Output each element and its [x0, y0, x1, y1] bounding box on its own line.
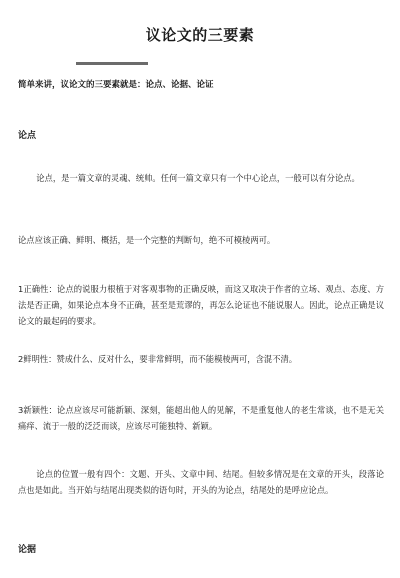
document-title: 议论文的三要素	[145, 26, 255, 44]
paragraph: 3新颖性：论点应该尽可能新颖、深刻，能超出他人的见解，不是重复他人的老生常谈，也不是无关痛痒、流于一般的泛泛而谈，应该尽可能独特、新颖。	[18, 405, 384, 431]
title-underline	[76, 62, 148, 65]
paragraph: 2鲜明性：赞成什么、反对什么，要非常鲜明，而不能模棱两可，含混不清。	[18, 354, 298, 364]
paragraph: 论点，是一篇文章的灵魂、统帅。任何一篇文章只有一个中心论点，一般可以有分论点。	[36, 173, 360, 183]
paragraph: 论点的位置一般有四个：文题、开头、文章中间、结尾。但较多情况是在文章的开头，段落论点也是如此。当开始与结尾出现类似的语句时，开头的为论点，结尾处的是呼应论点。	[18, 469, 384, 495]
summary-line: 简单来讲，议论文的三要素就是：论点、论据、论证	[18, 80, 214, 90]
section-heading-lundian: 论点	[18, 131, 37, 141]
paragraph: 1正确性：论点的说服力根植于对客观事物的正确反映，而这又取决于作者的立场、观点、态度、方法是否正确，如果论点本身不正确，甚至是荒谬的，再怎么论证也不能说服人。因此，论点正确是议论文的最起码的要求。	[18, 284, 384, 326]
paragraph: 论点应该正确、鲜明、概括，是一个完整的判断句，绝不可模棱两可。	[18, 235, 276, 245]
section-heading-lunju: 论据	[18, 545, 37, 555]
